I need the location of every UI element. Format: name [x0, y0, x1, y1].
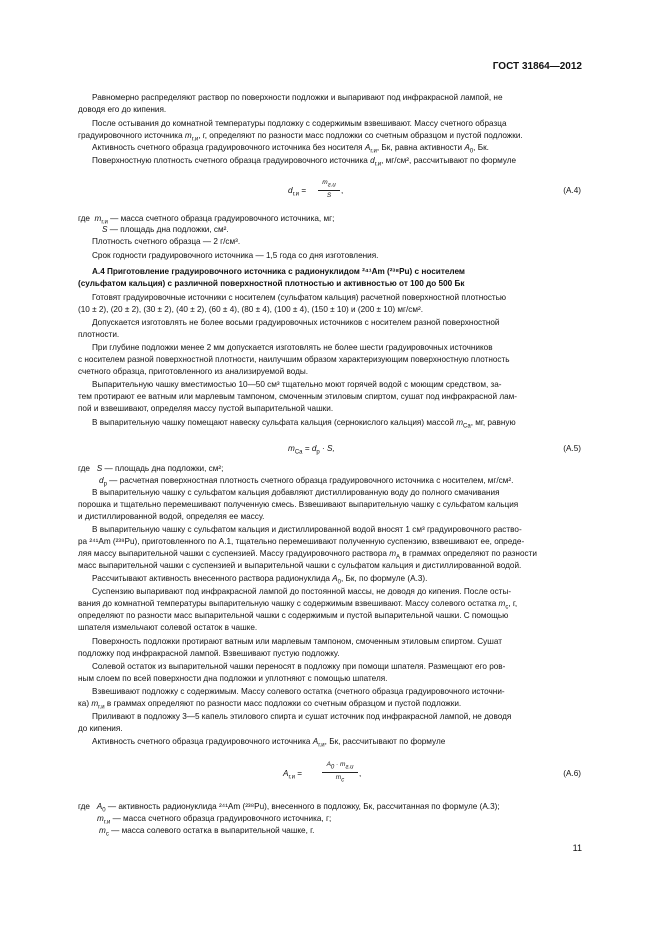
- formula-a6-fraction: $A_0 \cdot m_{г.и}$ $m_с$: [322, 760, 358, 786]
- paragraph-line: Взвешивают подложку с содержимым. Массу солевого остатка (счетного образца градуировочного источни-: [92, 687, 505, 696]
- paragraph-line: счетного образца, приготовленного из анализируемой воды.: [78, 367, 309, 376]
- paragraph-line: Активность счетного образца градуировочного источника без носителя $A_{г.и}$, Бк, равна активности $A_0$, Бк.: [92, 143, 489, 155]
- paragraph-line: В выпарительную чашку с сульфатом кальция и дистиллированной водой вносят 1 см³ градуировочного раство-: [92, 525, 522, 534]
- paragraph-line: плотности.: [78, 330, 120, 339]
- paragraph-line: масс выпарительной чашки с суспензией и выпарительной чашки с сульфатом кальция и дистиллированной водой.: [78, 561, 522, 570]
- paragraph-line: пой и взвешивают, определяя массу пустой выпарительной чашки.: [78, 404, 334, 413]
- paragraph-line: Допускается изготовлять не более восьми градуировочных источников с носителем разной поверхностной: [92, 318, 500, 327]
- formula-a4-comma: ,: [341, 186, 344, 195]
- paragraph-line: Рассчитывают активность внесенного раствора радионуклида $A_0$, Бк, по формуле (А.3).: [92, 574, 428, 586]
- where-line: $d_р$ — расчетная поверхностная плотность счетного образца градуировочного источника с носителем, мг/см².: [99, 476, 514, 488]
- standard-header: ГОСТ 31864—2012: [492, 61, 582, 72]
- paragraph-line: определяют по разности масс выпарительной чашки с содержимым и пустой выпарительной чашки. С помощью: [78, 611, 509, 620]
- paragraph-line: Срок годности градуировочного источника — 1,5 года со дня изготовления.: [92, 251, 379, 260]
- equation-number: (А.5): [563, 444, 581, 453]
- equation-number: (А.6): [563, 769, 581, 778]
- where-line: $m_с$ — масса солевого остатка в выпарительной чашке, г.: [99, 826, 315, 838]
- paragraph-line: Солевой остаток из выпарительной чашки переносят в подложку при помощи шпателя. Размещают его ров-: [92, 662, 506, 671]
- paragraph-line: ка) $m_{г.и}$ в граммах определяют по разности масс подложки со счетным образцом и пустой подложки.: [78, 699, 462, 711]
- paragraph-line: В выпарительную чашку помещают навеску сульфата кальция (сернокислого кальция) массой $m_{Ca}$, мг, равную: [92, 418, 516, 430]
- formula-a5: $m_{Ca} = d_р \cdot S$,: [288, 444, 335, 456]
- paragraph-line: с носителем разной поверхностной плотности, наилучшим образом характеризующим поверхностную плотность: [78, 355, 510, 364]
- where-line: где $m_{г.и}$ — масса счетного образца градуировочного источника, мг;: [78, 214, 335, 226]
- paragraph-line: ляя массу выпарительной чашки с суспензией. Массу градуировочного раствора $m_А$ в граммах определяют по разности: [78, 549, 537, 561]
- paragraph-line: Приливают в подложку 3—5 капель этилового спирта и сушат источник под инфракрасной лампой, не доводя: [92, 712, 512, 721]
- paragraph-line: Поверхность подложки протирают ватным или марлевым тампоном, смоченным этиловым спиртом. Сушат: [92, 637, 502, 646]
- where-line: где $A_0$ — активность радионуклида ²⁴¹Am (²³⁸Pu), внесенного в подложку, Бк, рассчитанная по формуле (А.3);: [78, 802, 500, 814]
- paragraph-line: Поверхностную плотность счетного образца градуировочного источника $d_{г.и}$, мг/см², рассчитывают по формуле: [92, 156, 517, 168]
- where-line: где S — площадь дна подложки, см²;: [78, 464, 224, 473]
- formula-a6-comma: ,: [359, 769, 362, 778]
- paragraph-line: При глубине подложки менее 2 мм допускается изготовлять не более шести градуировочных источников: [92, 343, 493, 352]
- paragraph-line: ным слоем по всей поверхности дна подложки и уплотняют с помощью шпателя.: [78, 674, 388, 683]
- formula-a4-fraction: $m_{г.и}$ S: [318, 178, 340, 200]
- formula-a4: $d_{г.и}$ =: [288, 186, 307, 198]
- paragraph-line: Плотность счетного образца — 2 г/см³.: [92, 237, 241, 246]
- paragraph-line: Готовят градуировочные источники с носителем (сульфатом кальция) расчетной поверхностной плотностью: [92, 293, 507, 302]
- paragraph-line: ра ²⁴¹Am (²³⁸Pu), приготовленного по А.1, тщательно перемешивают полученную суспензию, взвешивают ее, опреде-: [78, 537, 525, 546]
- paragraph-line: подложку под инфракрасной лампой. Взвешивают пустую подложку.: [78, 649, 340, 658]
- section-heading: (сульфатом кальция) с различной поверхностной плотностью и активностью от 100 до 500 Бк: [78, 279, 465, 288]
- equation-number: (А.4): [563, 186, 581, 195]
- paragraph-line: Равномерно распределяют раствор по поверхности подложки и выпаривают под инфракрасной лампой, не: [92, 93, 503, 102]
- paragraph-line: тем протирают ее ватным или марлевым тампоном, смоченным этиловым спиртом, сушат под инфракрасной лам-: [78, 392, 518, 401]
- paragraph-line: (10 ± 2), (20 ± 2), (30 ± 2), (40 ± 2), (60 ± 4), (80 ± 4), (100 ± 4), (150 ± 10) и (200 ± 10) мг/см².: [78, 305, 424, 314]
- where-line: $m_{г.и}$ — масса счетного образца градуировочного источника, г;: [97, 814, 332, 826]
- paragraph-line: доводя его до кипения.: [78, 105, 167, 114]
- paragraph-line: После остывания до комнатной температуры подложку с содержимым взвешивают. Массу счетного образца: [92, 119, 507, 128]
- paragraph-line: В выпарительную чашку с сульфатом кальция добавляют дистиллированную воду до полного смачивания: [92, 488, 500, 497]
- formula-a6: $A_{г.и}$ =: [283, 769, 303, 781]
- paragraph-line: порошка и тщательно перемешивают полученную смесь. Взвешивают выпарительную чашку с сульфатом кальция: [78, 500, 519, 509]
- paragraph-line: Суспензию выпаривают под инфракрасной лампой до постоянной массы, не доводя до кипения. После осты-: [92, 587, 512, 596]
- paragraph-line: шпателя измельчают солевой остаток в чашке.: [78, 623, 258, 632]
- paragraph-line: вания до комнатной температуры выпарительную чашку с содержимым взвешивают. Массу солевого остатка $m_с$, г,: [78, 599, 518, 611]
- page-number: 11: [572, 843, 582, 853]
- paragraph-line: Активность счетного образца градуировочного источника $A_{г.и}$, Бк, рассчитывают по формуле: [92, 737, 446, 749]
- paragraph-line: и дистиллированной водой, определяя ее массу.: [78, 512, 265, 521]
- paragraph-line: градуировочного источника $m_{г.и}$, г, определяют по разности масс подложки со счетным образцом и пустой подложки.: [78, 131, 523, 143]
- section-heading: А.4 Приготовление градуировочного источника с радионуклидом ²⁴¹Am (²³⁸Pu) с носителем: [92, 267, 465, 276]
- paragraph-line: до кипения.: [78, 724, 123, 733]
- paragraph-line: Выпарительную чашку вместимостью 10—50 см³ тщательно моют горячей водой с моющим средством, за-: [92, 380, 502, 389]
- where-line: S — площадь дна подложки, см².: [102, 225, 229, 234]
